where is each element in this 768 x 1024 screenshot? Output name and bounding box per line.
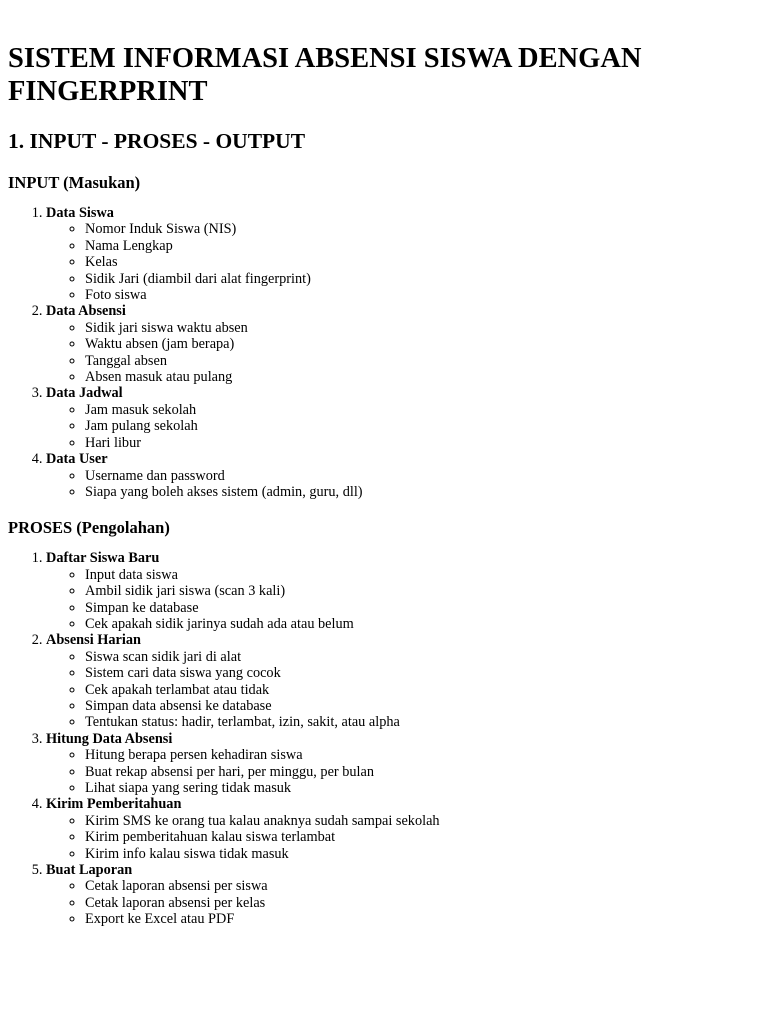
- list-item: ◦ Kelas: [85, 254, 760, 270]
- list-item: ◦ Tentukan status: hadir, terlambat, izin, sakit, atau alpha: [85, 714, 760, 730]
- input-item-points: [46, 402, 760, 451]
- proses-item-points: [46, 878, 760, 927]
- list-item: ◦ Sidik jari siswa waktu absen: [85, 320, 760, 336]
- section-heading: 1. INPUT - PROSES - OUTPUT: [8, 129, 306, 153]
- proses-item-title: Buat Laporan: [46, 862, 133, 879]
- proses-item-daftar-siswa-baru: [46, 550, 760, 632]
- list-item: ◦ Username dan password: [85, 468, 760, 484]
- list-item: ◦ Siswa scan sidik jari di alat: [85, 649, 760, 665]
- input-item-points: [46, 468, 760, 501]
- proses-item-points: [46, 567, 760, 633]
- document-title: SISTEM INFORMASI ABSENSI SISWA DENGAN FINGERPRINT: [8, 43, 642, 107]
- input-item-data-jadwal: [46, 385, 760, 451]
- list-item: ◦ Cek apakah sidik jarinya sudah ada atau belum: [85, 616, 760, 632]
- document-page: [8, 0, 760, 928]
- list-item: ◦ Kirim pemberitahuan kalau siswa terlambat: [85, 829, 760, 845]
- list-item: ◦ Cetak laporan absensi per siswa: [85, 878, 760, 894]
- proses-item-kirim-pemberitahuan: [46, 796, 760, 862]
- input-item-data-absensi: [46, 303, 760, 385]
- list-item: ◦ Jam masuk sekolah: [85, 402, 760, 418]
- proses-item-title: Kirim Pemberitahuan: [46, 796, 182, 813]
- list-item: ◦ Kirim info kalau siswa tidak masuk: [85, 846, 760, 862]
- input-item-points: [46, 320, 760, 386]
- list-item: ◦ Input data siswa: [85, 567, 760, 583]
- list-item: ◦ Simpan ke database: [85, 600, 760, 616]
- proses-item-buat-laporan: [46, 862, 760, 928]
- list-item: ◦ Simpan data absensi ke database: [85, 698, 760, 714]
- list-item: ◦ Cetak laporan absensi per kelas: [85, 895, 760, 911]
- list-item: ◦ Sidik Jari (diambil dari alat fingerprint): [85, 271, 760, 287]
- input-item-title: Data Siswa: [46, 205, 114, 221]
- list-item: ◦ Nomor Induk Siswa (NIS): [85, 221, 760, 237]
- input-item-data-user: [46, 451, 760, 500]
- list-item: ◦ Hari libur: [85, 435, 760, 451]
- proses-item-hitung-data-absensi: [46, 731, 760, 797]
- list-item: ◦ Foto siswa: [85, 287, 760, 303]
- proses-item-points: [46, 813, 760, 862]
- list-item: ◦ Export ke Excel atau PDF: [85, 911, 760, 927]
- input-heading: INPUT (Masukan): [8, 173, 141, 192]
- list-item: ◦ Lihat siapa yang sering tidak masuk: [85, 780, 760, 796]
- list-item: ◦ Buat rekap absensi per hari, per minggu, per bulan: [85, 764, 760, 780]
- list-item: ◦ Hitung berapa persen kehadiran siswa: [85, 747, 760, 763]
- input-item-title: Data User: [46, 451, 108, 468]
- list-item: ◦ Kirim SMS ke orang tua kalau anaknya sudah sampai sekolah: [85, 813, 760, 829]
- proses-item-title: Daftar Siswa Baru: [46, 550, 160, 567]
- proses-item-absensi-harian: [46, 632, 760, 730]
- list-item: ◦ Absen masuk atau pulang: [85, 369, 760, 385]
- proses-item-points: [46, 747, 760, 796]
- input-item-title: Data Absensi: [46, 303, 126, 320]
- list-item: ◦ Nama Lengkap: [85, 238, 760, 254]
- list-item: ◦ Siapa yang boleh akses sistem (admin, guru, dll): [85, 484, 760, 500]
- input-item-data-siswa: [46, 205, 760, 303]
- list-item: ◦ Sistem cari data siswa yang cocok: [85, 665, 760, 681]
- input-item-title: Data Jadwal: [46, 385, 123, 402]
- list-item: ◦ Waktu absen (jam berapa): [85, 336, 760, 352]
- proses-item-title: Absensi Harian: [46, 632, 141, 649]
- list-item: ◦ Ambil sidik jari siswa (scan 3 kali): [85, 583, 760, 599]
- list-item: ◦ Cek apakah terlambat atau tidak: [85, 682, 760, 698]
- input-list: [8, 205, 760, 500]
- proses-heading: PROSES (Pengolahan): [8, 518, 170, 538]
- input-item-points: [46, 221, 760, 303]
- proses-item-points: [46, 649, 760, 731]
- proses-item-title: Hitung Data Absensi: [46, 730, 173, 747]
- list-item: ◦ Jam pulang sekolah: [85, 418, 760, 434]
- list-item: ◦ Tanggal absen: [85, 353, 760, 369]
- proses-list: [8, 550, 760, 927]
